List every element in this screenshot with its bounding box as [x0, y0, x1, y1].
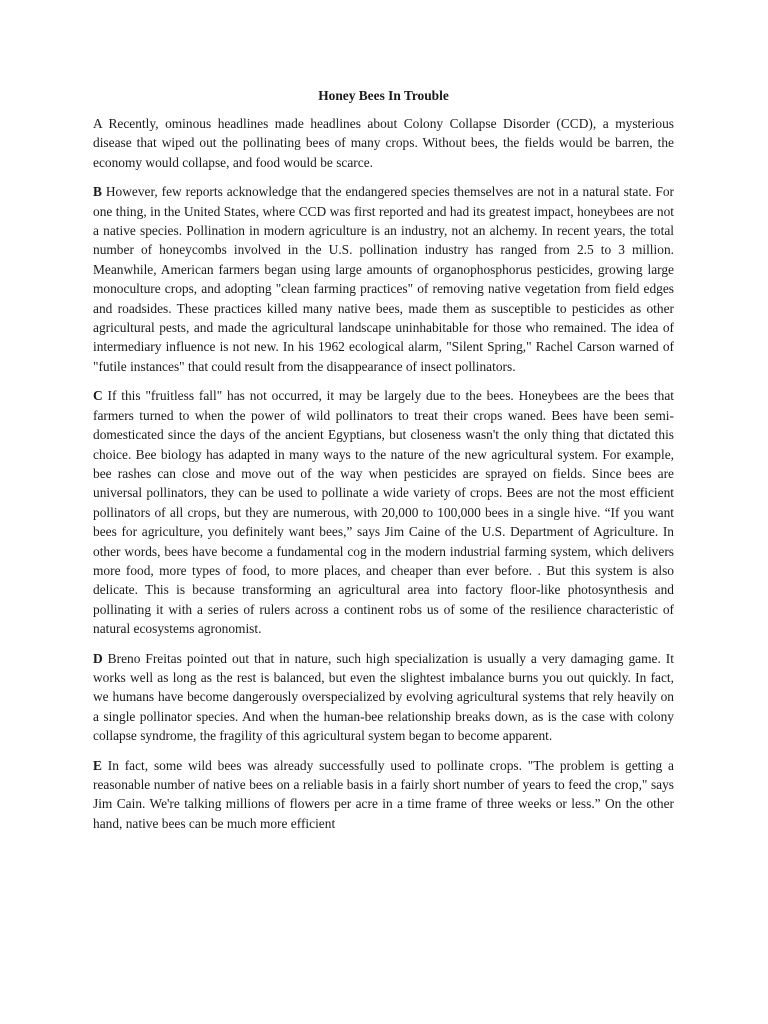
document-title: Honey Bees In Trouble [318, 88, 449, 103]
document-body [93, 86, 674, 843]
paragraph-letter: D [93, 650, 103, 666]
paragraph-text: If this "fruitless fall" has not occurred, it may be largely due to the bees. Honeybees are the bees that farmers turned to when the power of wild pollinators to treat their crops waned. Bees have been semi-domesticated since the days of the ancient Egyptians, but closeness wasn't the only thing that dictated this choice. Bee biology has adapted in many ways to the nature of the new agricultural system. For example, bee rashes can close and move out of the way when pesticides are sprayed on fields. Since bees are universal pollinators, they can be used to pollinate a wide variety of crops. Bees are not the most efficient pollinators of all crops, but they are numerous, with 20,000 to 100,000 bees in a single hive. “If you want bees for agriculture, you definitely want bees,” says Jim Caine of the U.S. Department of Agriculture. In other words, bees have become a fundamental cog in the modern industrial farming system, which delivers more food, more types of food, to more places, and cheaper than ever before. . But this system is also delicate. This is because transforming an agricultural area into factory floor-like photosynthesis and pollinating it with a series of rulers across a continent robs us of some of the resilience characteristic of natural ecosystems agronomist. [93, 388, 674, 637]
paragraph-text: However, few reports acknowledge that the endangered species themselves are not in a natural state. For one thing, in the United States, where CCD was first reported and had its greatest impact, honeybees are not a native species. Pollination in modern agriculture is an industry, not an alchemy. In recent years, the total number of honeycombs involved in the U.S. pollination industry has ranged from 2.5 to 3 million. Meanwhile, American farmers began using large amounts of organophosphorus pesticides, growing large monoculture crops, and adopting "clean farming practices" of removing native vegetation from field edges and roadsides. These practices killed many native bees, made them as susceptible to pesticides as other agricultural pests, and made the agricultural landscape uninhabitable for those who remained. The idea of intermediary influence is not new. In his 1962 ecological alarm, "Silent Spring," Rachel Carson warned of "futile instances" that could result from the disappearance of insect pollinators. [93, 184, 674, 374]
paragraph-b [93, 182, 674, 376]
paragraph-c [93, 386, 674, 638]
paragraph-text: Breno Freitas pointed out that in nature, such high specialization is usually a very damaging game. It works well as long as the rest is balanced, but even the slightest imbalance burns you out quickly. In fact, we humans have become dangerously overspecialized by evolving agricultural systems that rely heavily on a single pollinator species. And when the human-bee relationship breaks down, as is the case with colony collapse syndrome, the fragility of this agricultural system began to become apparent. [93, 650, 674, 744]
paragraph-d [93, 649, 674, 746]
paragraph-a [93, 114, 674, 172]
paragraph-letter: C [93, 388, 103, 404]
paragraph-letter: B [93, 184, 102, 200]
paragraph-e [93, 756, 674, 834]
paragraph-text: In fact, some wild bees was already successfully used to pollinate crops. "The problem is getting a reasonable number of native bees on a reliable basis in a fairly short number of years to feed the crop," says Jim Cain. We're talking millions of flowers per acre in a time frame of three weeks or less.” On the other hand, native bees can be much more efficient [93, 757, 674, 831]
paragraph-text: Recently, ominous headlines made headlines about Colony Collapse Disorder (CCD), a mysterious disease that wiped out the pollinating bees of many crops. Without bees, the fields would be barren, the economy would collapse, and food would be scarce. [93, 116, 674, 170]
paragraph-letter: A [93, 116, 102, 131]
paragraph-letter: E [93, 757, 102, 773]
